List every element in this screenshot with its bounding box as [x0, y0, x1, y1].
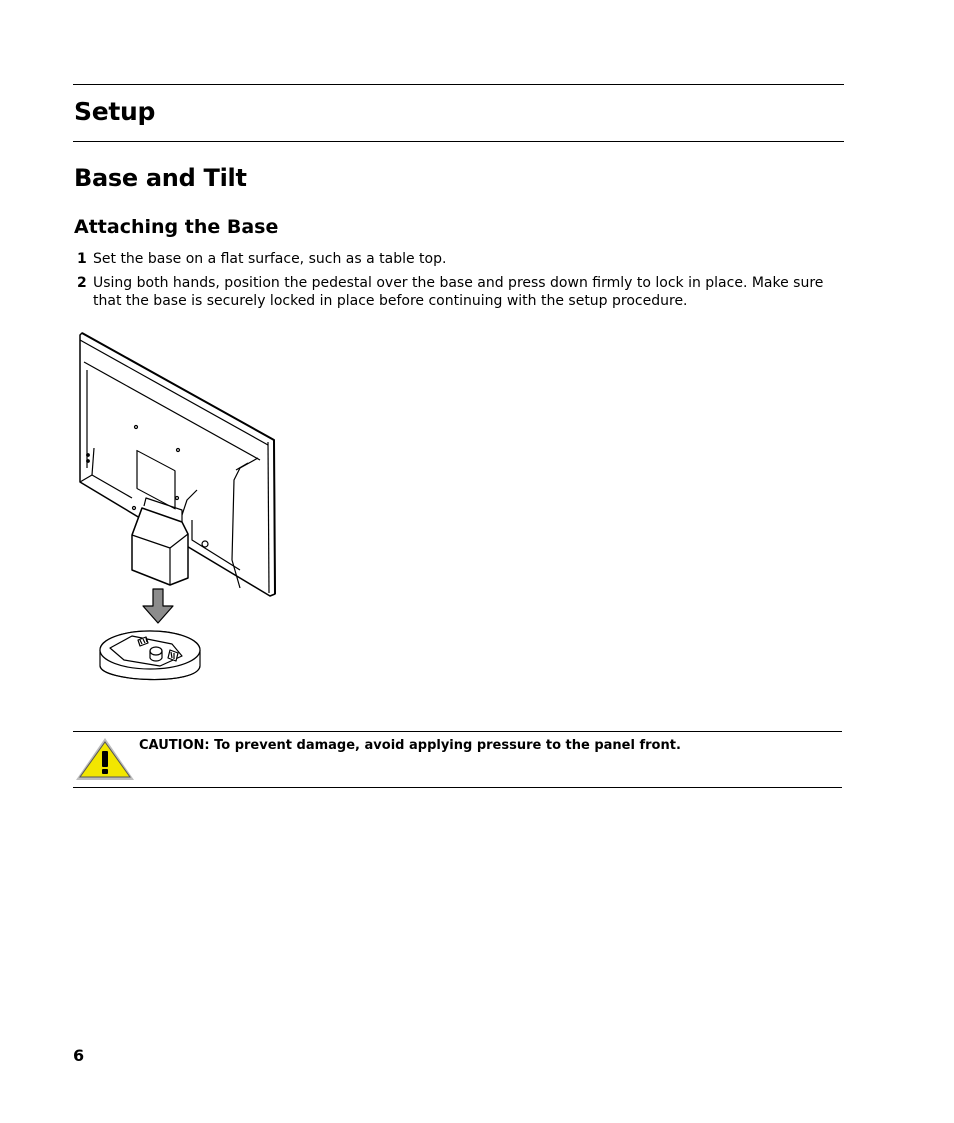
page-number: 6 [73, 1046, 85, 1065]
chapter-title: Setup [74, 97, 156, 126]
monitor-base [100, 631, 200, 680]
step-text: Set the base on a flat surface, such as a table top. [93, 251, 447, 267]
caution-text: CAUTION: To prevent damage, avoid applying pressure to the panel front. [139, 738, 681, 753]
caution-bottom-rule [73, 787, 842, 788]
step-1 [77, 250, 837, 268]
step-2 [77, 274, 837, 310]
step-text: Using both hands, position the pedestal over the base and press down firmly to lock in place. Make sure that the base is securely locked in place before continuing with the setup procedure. [93, 275, 824, 309]
step-number: 1 [77, 251, 87, 267]
caution-top-rule [73, 731, 842, 732]
step-number: 2 [77, 275, 87, 291]
section-title: Base and Tilt [74, 164, 247, 192]
top-rule [73, 84, 844, 85]
subsection-title: Attaching the Base [74, 216, 279, 238]
chapter-rule [73, 141, 844, 142]
down-arrow-icon [143, 589, 173, 623]
warning-triangle-icon [73, 735, 137, 783]
monitor-base-illustration [72, 330, 284, 702]
